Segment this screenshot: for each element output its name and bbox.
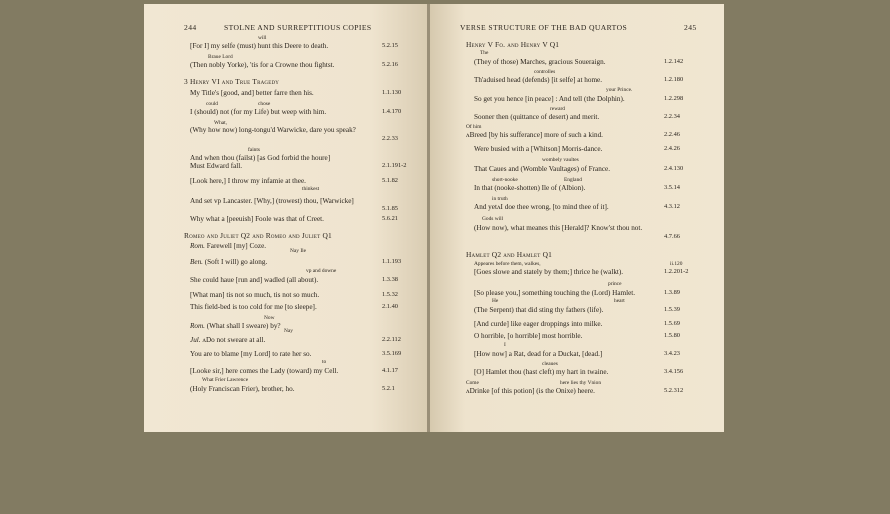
text-line: My Title's [good, and] better farre then his. bbox=[190, 89, 314, 97]
variant-reading: cleaues bbox=[542, 361, 558, 367]
text-line: ʌDrinke [of this potion] (is the Onixe) heere. bbox=[466, 387, 595, 395]
variant-reading: England bbox=[564, 177, 582, 183]
section-heading: Henry V Fo. and Henry V Q1 bbox=[466, 40, 560, 49]
running-head: VERSE STRUCTURE OF THE BAD QUARTOS bbox=[460, 23, 628, 32]
left-page bbox=[144, 4, 428, 432]
variant-reading: prince bbox=[608, 281, 622, 287]
variant-reading: reward bbox=[550, 106, 565, 112]
line-reference: 5.2.1 bbox=[382, 385, 395, 392]
text-line: (How now), what meanes this [Herald]? Know'st thou not. bbox=[474, 224, 643, 232]
line-reference: 3.5.14 bbox=[664, 184, 680, 191]
text-line: O horrible, [o horrible] most horrible. bbox=[474, 332, 583, 340]
line-reference: 2.4.26 bbox=[664, 145, 680, 152]
text-line: [How now] a Rat, dead for a Duckat, [dead.] bbox=[474, 350, 603, 358]
variant-reading: Now bbox=[264, 315, 275, 321]
variant-reading: short-nooke bbox=[492, 177, 518, 183]
variant-reading: here lies thy Vnion bbox=[560, 380, 602, 386]
section-heading: Hamlet Q2 and Hamlet Q1 bbox=[466, 250, 553, 259]
line-reference: 2.2.34 bbox=[664, 113, 680, 120]
text-line: Must Edward fall. bbox=[190, 162, 243, 170]
text-line: And yetʌI doe thee wrong, [to mind thee of it]. bbox=[474, 203, 609, 211]
text-line: (Then nobly Yorke), 'tis for a Crowne thou fightst. bbox=[190, 61, 335, 69]
text-line: This field-bed is too cold for me [to sleepe]. bbox=[190, 303, 317, 311]
text-line: In that (nooke-shotten) Ile of (Albion). bbox=[474, 184, 586, 192]
line-reference: 1.5.69 bbox=[664, 320, 680, 327]
text-line: [So please you,] something touching the (Lord) Hamlet. bbox=[474, 289, 636, 297]
line-reference: 2.2.46 bbox=[664, 131, 680, 138]
text-line: And set vp Lancaster. [Why,] (trowest) thou, [Warwicke] bbox=[190, 197, 354, 205]
line-reference: 5.1.82 bbox=[382, 177, 398, 184]
text-line: [And curde] like eager droppings into milke. bbox=[474, 320, 603, 328]
text-line: [O] Hamlet thou (hast cleft) my hart in twaine. bbox=[474, 368, 609, 376]
text-line: Rom. (What shall I sweare) by? bbox=[190, 322, 281, 330]
text-line: Th'aduised head (defends) [it selfe] at home. bbox=[474, 76, 603, 84]
line-reference: 1.3.38 bbox=[382, 276, 398, 283]
variant-reading: I bbox=[504, 342, 506, 348]
variant-reading: Nay Ile bbox=[290, 248, 307, 254]
text-line: [Look here,] I throw my infamie at thee. bbox=[190, 177, 306, 185]
variant-reading: vp and downe bbox=[306, 268, 337, 274]
variant-reading: Appeares before them, walkes, bbox=[474, 261, 541, 267]
page-number: 245 bbox=[684, 23, 697, 32]
line-reference: 1.2.201-2 bbox=[664, 268, 689, 275]
line-reference: 1.5.39 bbox=[664, 306, 680, 313]
line-reference: 1.1.193 bbox=[382, 258, 402, 265]
text-line: And when thou (failst) [as God forbid the houre] bbox=[190, 154, 331, 162]
text-line: [Goes slowe and stately by them;] thrice he (walkt). bbox=[474, 268, 624, 276]
line-reference: 2.1.191-2 bbox=[382, 162, 407, 169]
line-reference: 1.3.89 bbox=[664, 289, 680, 296]
page-number: 244 bbox=[184, 23, 197, 32]
variant-reading: faints bbox=[248, 147, 260, 153]
text-line: So get you hence [in peace] : And tell (the Dolphin). bbox=[474, 95, 625, 103]
line-reference: 5.2.15 bbox=[382, 42, 398, 49]
running-head: STOLNE AND SURREPTITIOUS COPIES bbox=[224, 23, 372, 32]
variant-reading: controlles bbox=[534, 69, 556, 75]
text-line: Why what a [peeuish] Foole was that of Creet. bbox=[190, 215, 324, 223]
line-reference: 2.1.40 bbox=[382, 303, 398, 310]
text-line: (They of those) Marches, gracious Soueraign. bbox=[474, 58, 606, 66]
section-heading: Romeo and Juliet Q2 and Romeo and Juliet Q1 bbox=[184, 231, 332, 240]
line-reference: 1.1.130 bbox=[382, 89, 402, 96]
line-reference: 5.2.312 bbox=[664, 387, 684, 394]
variant-reading: thinkest bbox=[302, 186, 320, 192]
line-reference: 4.7.66 bbox=[664, 233, 680, 240]
variant-reading: wombely vaultes bbox=[542, 157, 579, 163]
variant-reading: Nay bbox=[284, 328, 293, 334]
variant-reading: heart bbox=[614, 298, 625, 304]
line-reference: 2.2.33 bbox=[382, 135, 398, 142]
text-line: That Caues and (Womble Vaultages) of France. bbox=[474, 165, 611, 173]
line-reference: 3.4.156 bbox=[664, 368, 684, 375]
right-page bbox=[430, 4, 724, 432]
text-line: Sooner then (quittance of desert) and merit. bbox=[474, 113, 600, 121]
line-reference: 1.5.80 bbox=[664, 332, 680, 339]
line-reference: 4.1.17 bbox=[382, 367, 398, 374]
variant-reading: will bbox=[258, 35, 267, 41]
variant-reading: What Frier Lawrence bbox=[202, 377, 249, 383]
line-reference: 2.2.112 bbox=[382, 336, 401, 343]
text-line: Were busied with a [Whitson] Morris-dance. bbox=[474, 145, 603, 153]
line-reference: 2.4.130 bbox=[664, 165, 684, 172]
variant-reading: in truth bbox=[492, 196, 508, 202]
text-line: I (should) not (for my Life) but weep with him. bbox=[190, 108, 327, 116]
text-line: ʌBreed [by his sufferance] more of such a kind. bbox=[466, 131, 603, 139]
line-reference: 5.6.21 bbox=[382, 215, 398, 222]
variant-reading: Braue Lord bbox=[208, 54, 233, 60]
text-line: (Why how now) long-tongu'd Warwicke, dare you speak? bbox=[190, 126, 356, 134]
line-reference: 1.2.142 bbox=[664, 58, 684, 65]
text-line: Rom. Farewell [my] Coze. bbox=[190, 242, 267, 250]
line-reference: 4.3.12 bbox=[664, 203, 680, 210]
variant-reading: Gods will bbox=[482, 216, 504, 222]
variant-reading: He bbox=[492, 298, 499, 304]
text-line: [For I] my selfe (must) hunt this Deere to death. bbox=[190, 42, 329, 50]
variant-reading: ii.120 bbox=[670, 261, 683, 267]
text-line: (The Serpent) that did sting thy fathers (life). bbox=[474, 306, 604, 314]
variant-reading: your Prince. bbox=[606, 87, 633, 93]
variant-reading: to bbox=[322, 359, 327, 365]
open-book bbox=[144, 4, 724, 432]
variant-reading: chose bbox=[258, 101, 271, 107]
text-line: [What man] tis not so much, tis not so much. bbox=[190, 291, 320, 299]
text-line: You are to blame [my Lord] to rate her so. bbox=[190, 350, 312, 358]
variant-reading: The bbox=[480, 50, 489, 56]
variant-reading: Come bbox=[466, 380, 479, 386]
text-line: Ben. (Soft I will) go along. bbox=[190, 258, 268, 266]
section-heading: 3 Henry VI and True Tragedy bbox=[184, 77, 280, 86]
text-line: Jul. ʌDo not sweare at all. bbox=[190, 336, 266, 344]
variant-reading: Of him bbox=[466, 124, 482, 130]
text-line: [Looke sir,] here comes the Lady (toward) my Cell. bbox=[190, 367, 339, 375]
line-reference: 1.4.170 bbox=[382, 108, 402, 115]
line-reference: 1.2.298 bbox=[664, 95, 684, 102]
line-reference: 5.1.85 bbox=[382, 205, 398, 212]
variant-reading: could bbox=[206, 101, 218, 107]
variant-reading: What, bbox=[214, 120, 228, 126]
line-reference: 3.4.23 bbox=[664, 350, 680, 357]
line-reference: 1.5.32 bbox=[382, 291, 398, 298]
text-line: (Holy Franciscan Frier), brother, ho. bbox=[190, 385, 295, 393]
text-line: She could haue [run and] wadled (all about). bbox=[190, 276, 319, 284]
line-reference: 5.2.16 bbox=[382, 61, 398, 68]
line-reference: 3.5.169 bbox=[382, 350, 402, 357]
line-reference: 1.2.180 bbox=[664, 76, 684, 83]
